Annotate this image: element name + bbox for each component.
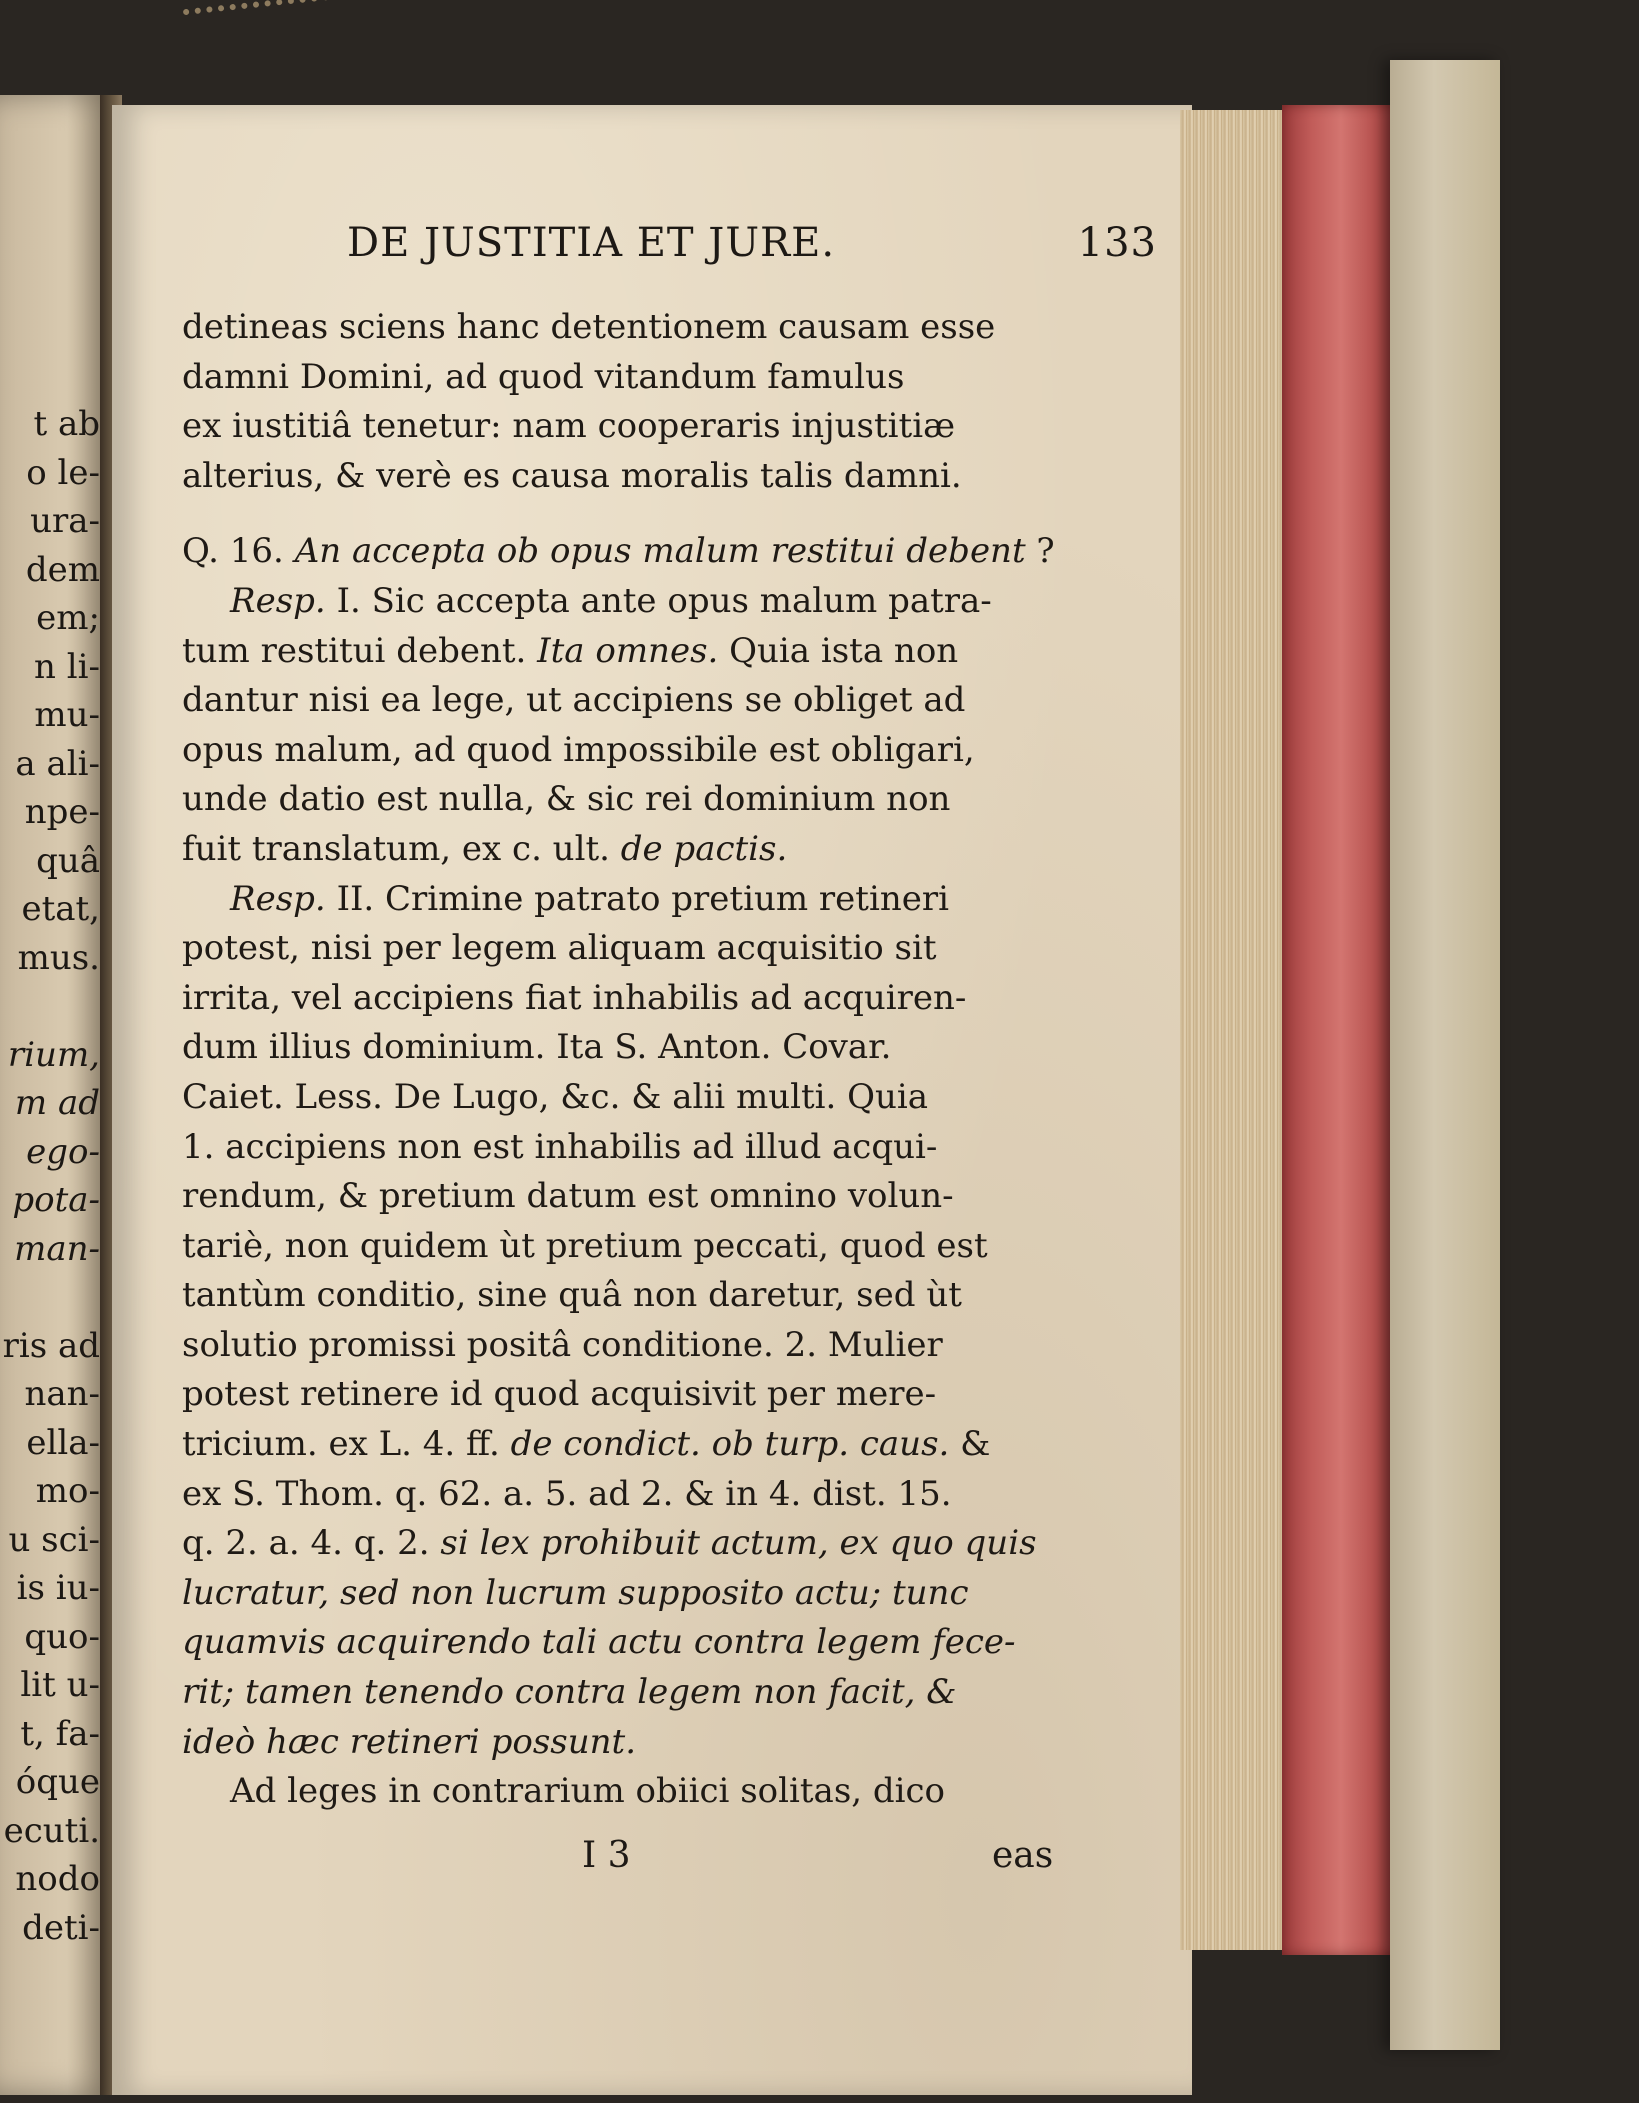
italic-text: Resp. [230, 580, 337, 621]
left-fragment-line: ecuti. [3, 1810, 100, 1851]
text-line [182, 577, 1122, 627]
italic-text: de pactis. [620, 828, 788, 869]
text-line [182, 676, 1122, 726]
left-fragment-line: nodo [15, 1859, 100, 1899]
roman-text: tantùm conditio, sine quâ non daretur, sed ùt [182, 1275, 962, 1316]
text-line [182, 1172, 1122, 1222]
left-fragment-line: ris ad [2, 1325, 100, 1366]
left-fragment-line: quo- [24, 1616, 100, 1657]
left-fragment-line: u sci- [8, 1519, 100, 1560]
italic-text: rit; tamen tenendo contra legem non facit, & [182, 1672, 957, 1713]
text-line [182, 875, 1122, 925]
italic-text: quamvis acquirendo tali actu contra legem fece- [182, 1622, 1016, 1663]
text-line [182, 1767, 1122, 1817]
catchword: eas [992, 1835, 1054, 1876]
roman-text: tum restitui debent. [182, 630, 538, 671]
text-line [182, 1023, 1122, 1073]
roman-text: ex iustitiâ tenetur: nam cooperaris injustitiæ [182, 406, 956, 447]
text-line [182, 726, 1122, 776]
text-line [182, 1618, 1122, 1668]
left-fragment-line: nan- [24, 1374, 100, 1414]
left-fragment-line: deti- [22, 1907, 100, 1948]
roman-text: Ad leges in contrarium obiici solitas, dico [230, 1771, 946, 1812]
left-fragment-line: pota- [12, 1180, 100, 1220]
roman-text: I. Sic accepta ante opus malum patra- [336, 580, 992, 621]
left-fragment-line: ego- [26, 1131, 100, 1172]
italic-text: ideò hæc retineri possunt. [182, 1721, 637, 1762]
roman-text: & [949, 1424, 991, 1465]
text-line [182, 1668, 1122, 1718]
signature-mark: I 3 [582, 1835, 631, 1876]
roman-text: II. Crimine patrato pretium retineri [336, 878, 949, 919]
roman-text: detineas sciens hanc detentionem causam esse [182, 307, 996, 347]
left-fragment-line: lit u- [20, 1665, 100, 1705]
left-fragment-line: em; [36, 598, 100, 638]
left-fragment-line: man- [14, 1228, 100, 1269]
italic-text: An accepta ob opus malum restitui debent [294, 531, 1026, 572]
text-line [182, 1370, 1122, 1420]
roman-text: potest retinere id quod acquisivit per mere- [182, 1374, 937, 1415]
text-line [182, 1519, 1122, 1569]
left-fragment-line: dem [25, 549, 100, 590]
left-fragment-line: is iu- [16, 1568, 100, 1608]
text-line [182, 1569, 1122, 1619]
left-fragment-line: rium, [7, 1034, 100, 1075]
right-page [112, 105, 1192, 2095]
left-fragment-line: mo- [35, 1471, 100, 1511]
left-fragment-line: mus. [17, 937, 100, 978]
left-fragment-line: o le- [26, 452, 100, 493]
roman-text: 1. accipiens non est inhabilis ad illud acqui- [182, 1126, 938, 1167]
roman-text: ? [1025, 531, 1055, 572]
text-line [182, 452, 1122, 502]
left-fragment-line: quâ [36, 840, 100, 881]
roman-text: Quia ista non [718, 630, 959, 671]
left-fragment-line: t ab [33, 404, 100, 444]
text-line [182, 402, 1122, 452]
left-fragment-line: ella- [26, 1422, 100, 1463]
roman-text: dantur nisi ea lege, ut accipiens se obliget ad [182, 680, 966, 721]
red-stained-fore-edge [1282, 105, 1400, 1955]
page-body-text [182, 303, 1122, 1817]
text-line [182, 1321, 1122, 1371]
text-line [182, 1222, 1122, 1272]
left-fragment-line: mu- [34, 695, 100, 735]
roman-text: q. 2. a. 4. q. 2. [182, 1523, 441, 1564]
roman-text: ex S. Thom. q. 62. a. 5. ad 2. & in 4. dist. 15. [182, 1473, 952, 1514]
roman-text: Q. 16. [182, 531, 295, 572]
roman-text: damni Domini, ad quod vitandum famulus [182, 356, 905, 397]
roman-text: tariè, non quidem ùt pretium peccati, quod est [182, 1225, 988, 1266]
text-line [182, 775, 1122, 825]
text-line [182, 1718, 1122, 1768]
left-fragment-line [0, 1273, 100, 1322]
left-fragment-line: n li- [34, 646, 100, 687]
left-fragment-line: t, fa- [20, 1713, 100, 1754]
italic-text: Resp. [230, 878, 337, 919]
roman-text: alterius, & verè es causa moralis talis damni. [182, 455, 962, 496]
roman-text: unde datio est nulla, & sic rei dominium non [182, 779, 951, 820]
text-line [182, 627, 1122, 677]
roman-text: dum illius dominium. Ita S. Anton. Covar. [182, 1027, 892, 1068]
left-fragment-line: óque [15, 1762, 100, 1802]
left-fragment-line: ura- [30, 501, 100, 541]
left-fragment-line: etat, [21, 889, 100, 929]
left-page-text-fragment [0, 400, 100, 1952]
left-fragment-line: a ali- [15, 743, 100, 784]
page-number: 133 [1077, 220, 1157, 266]
italic-text: lucratur, sed non lucrum supposito actu; tunc [182, 1572, 969, 1613]
italic-text: si lex prohibuit actum, ex quo quis [440, 1523, 1037, 1564]
roman-text: fuit translatum, ex c. ult. [182, 828, 621, 869]
text-line [182, 924, 1122, 974]
text-line [182, 1271, 1122, 1321]
italic-text: de condict. ob turp. caus. [510, 1424, 950, 1465]
text-line [182, 1420, 1122, 1470]
roman-text: Caiet. Less. De Lugo, &c. & alii multi. Quia [182, 1076, 929, 1117]
roman-text: potest, nisi per legem aliquam acquisitio sit [182, 928, 937, 969]
left-page [0, 95, 112, 2095]
book-cover [1390, 60, 1500, 2050]
left-fragment-line: m ad [14, 1083, 100, 1123]
roman-text: tricium. ex L. 4. ff. [182, 1424, 511, 1465]
text-line [182, 353, 1122, 403]
roman-text: opus malum, ad quod impossibile est obligari, [182, 729, 975, 770]
text-line [182, 527, 1122, 577]
left-fragment-line [0, 982, 100, 1031]
text-line [182, 303, 1122, 353]
roman-text: solutio promissi positâ conditione. 2. Mulier [182, 1324, 943, 1365]
text-line [182, 1470, 1122, 1520]
roman-text: rendum, & pretium datum est omnino volun- [182, 1176, 954, 1217]
left-fragment-line: npe- [24, 792, 100, 832]
text-line [182, 825, 1122, 875]
text-line [182, 974, 1122, 1024]
italic-text: Ita omnes. [537, 630, 719, 671]
page-header [347, 220, 1177, 280]
running-head: DE JUSTITIA ET JURE. [347, 220, 836, 266]
roman-text: irrita, vel accipiens fiat inhabilis ad acquiren- [182, 977, 967, 1018]
text-line [182, 1073, 1122, 1123]
text-line [182, 1123, 1122, 1173]
